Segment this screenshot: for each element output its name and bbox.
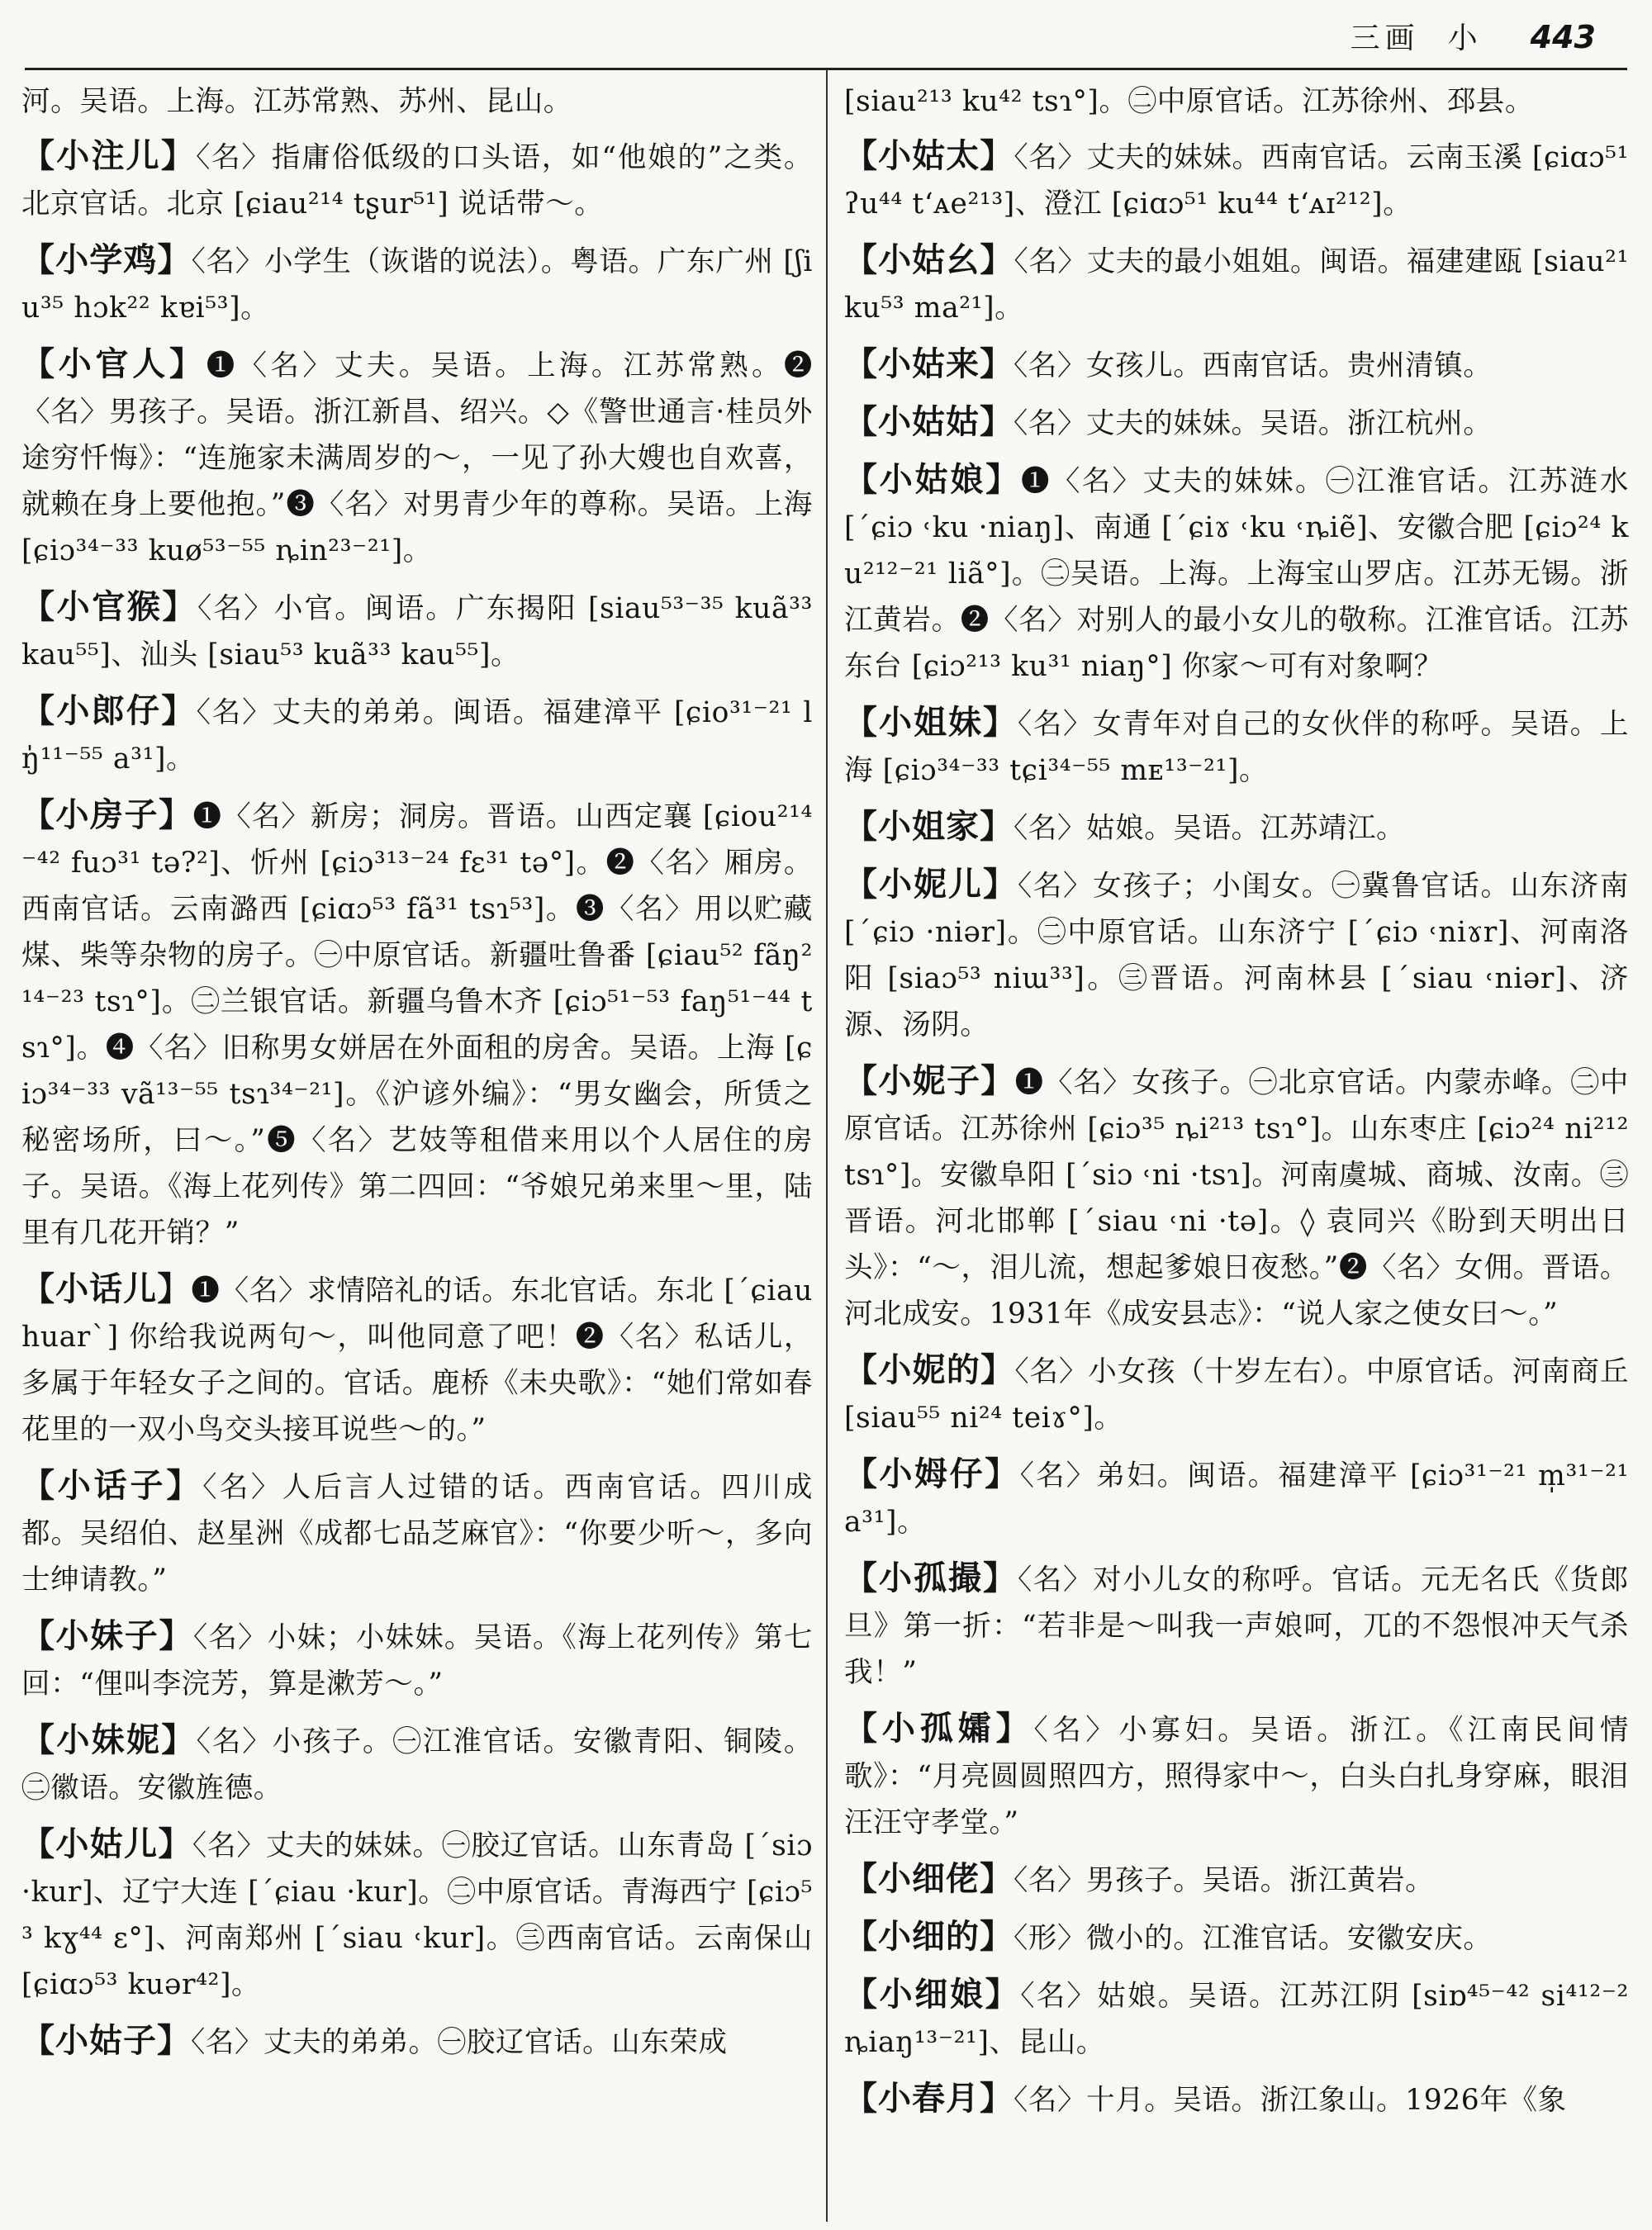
entry-definition: [siau²¹³ ku⁴² tsɿ°]。㊁中原官话。江苏徐州、邳县。	[844, 85, 1534, 118]
entry-headword: 【小姑来】	[844, 344, 1014, 383]
dictionary-entry	[21, 1717, 813, 1811]
entry-definition: 〈名〉丈夫的妹妹。㊀胶辽官话。山东青岛 [ˊsiɔ ·kur]、辽宁大连 [ˊɕiau ·kur]。㊁中原官话。青海西宁 [ɕiɔ⁵³ kɣ⁴⁴ ɛ°]、河南郑州 [ˊsiau ˓kur]。㊂西南官话。云南保山 [ɕiɑɔ⁵³ kuər⁴²]。	[21, 1829, 813, 2001]
dictionary-entry	[844, 237, 1629, 331]
entry-definition: 〈名〉丈夫的妹妹。吴语。浙江杭州。	[1014, 407, 1493, 440]
dictionary-entry	[844, 457, 1629, 690]
dictionary-entry	[844, 399, 1629, 447]
dictionary-entry	[21, 237, 813, 331]
entry-headword: 【小姑幺】	[844, 240, 1014, 279]
dictionary-entry	[844, 1971, 1629, 2066]
entry-definition: 〈名〉小寡妇。吴语。浙江。《江南民间情歌》：“月亮圆圆照四方，照得家中～，白头白扎身穿麻，眼泪汪汪守孝堂。”	[844, 1714, 1629, 1839]
entry-definition: 〈名〉人后言人过错的话。西南官话。四川成都。吴绍伯、赵星洲《成都七品芝麻官》：“你要少听～，多向士绅请教。”	[21, 1471, 813, 1597]
entry-headword: 【小话子】	[21, 1466, 203, 1505]
entry-definition: 〈名〉女孩儿。西南官话。贵州清镇。	[1014, 349, 1493, 382]
entry-headword: 【小妮子】	[844, 1061, 1015, 1100]
entry-headword: 【小姑子】	[21, 2021, 191, 2060]
page-number: 443	[1530, 19, 1596, 55]
entry-headword: 【小妹子】	[21, 1616, 193, 1655]
dictionary-entry	[21, 2018, 813, 2066]
entry-headword: 【小姑娘】	[844, 460, 1021, 499]
dictionary-entry	[21, 584, 813, 678]
header-character: 小	[1447, 21, 1478, 55]
entry-headword: 【小房子】	[21, 795, 193, 834]
entry-definition: 〈名〉小妹；小妹妹。吴语。《海上花列传》第七回：“俚叫李浣芳，算是漱芳～。”	[21, 1621, 813, 1701]
entry-definition: 〈名〉女青年对自己的女伙伴的称呼。吴语。上海 [ɕiɔ³⁴⁻³³ tɕi³⁴⁻⁵⁵ mᴇ¹³⁻²¹]。	[844, 708, 1629, 787]
dictionary-entry	[844, 1347, 1629, 1441]
entry-definition: 〈名〉十月。吴语。浙江象山。1926年《象	[1014, 2084, 1567, 2117]
dictionary-entry	[844, 700, 1629, 794]
dictionary-entry	[844, 78, 1629, 125]
entry-headword: 【小姐妹】	[844, 703, 1018, 742]
entry-definition: 〈名〉姑娘。吴语。江苏靖江。	[1014, 812, 1406, 845]
dictionary-entry	[844, 1856, 1629, 1904]
dictionary-entry	[844, 133, 1629, 227]
entry-headword: 【小孤撮】	[844, 1559, 1018, 1597]
entry-headword: 【小细佬】	[844, 1859, 1014, 1898]
entry-definition: 〈名〉弟妇。闽语。福建漳平 [ɕiɔ³¹⁻²¹ m̩³¹⁻²¹ a³¹]。	[844, 1459, 1629, 1539]
dictionary-entry	[844, 1555, 1629, 1696]
entry-headword: 【小官人】	[21, 344, 206, 383]
entry-headword: 【小细的】	[844, 1917, 1014, 1956]
entry-definition: ❶〈名〉新房；洞房。晋语。山西定襄 [ɕiou²¹⁴⁻⁴² fuɔ³¹ tə?²]、忻州 [ɕiɔ³¹³⁻²⁴ fɛ³¹ tə°]。❷〈名〉厢房。西南官话。云南潞西 [ɕiɑɔ⁵³ fã³¹ tsɿ⁵³]。❸〈名〉用以贮藏煤、柴等杂物的房子。㊀中原官话。新疆吐鲁番 [ɕiau⁵² fãŋ²¹⁴⁻²³ tsɿ°]。㊁兰银官话。新疆乌鲁木齐 [ɕiɔ⁵¹⁻⁵³ faŋ⁵¹⁻⁴⁴ tsɿ°]。❹〈名〉旧称男女姘居在外面租的房舍。吴语。上海 [ɕiɔ³⁴⁻³³ vã¹³⁻⁵⁵ tsɿ³⁴⁻²¹]。《沪谚外编》：“男女幽会，所赁之秘密场所，曰～。”❺〈名〉艺妓等租借来用以个人居住的房子。吴语。《海上花列传》第二四回：“爷娘兄弟来里～里，陆里有几花开销？”	[21, 800, 813, 1250]
entry-definition: 河。吴语。上海。江苏常熟、苏州、昆山。	[21, 85, 572, 118]
entry-definition: ❶〈名〉求情陪礼的话。东北官话。东北 [ˊɕiau huarˋ] 你给我说两句～，叫他同意了吧！❷〈名〉私话儿，多属于年轻女子之间的。官话。鹿桥《未央歌》：“她们常如春花里的一双小鸟交头接耳说些～的。”	[21, 1274, 813, 1446]
entry-definition: ❶〈名〉丈夫。吴语。上海。江苏常熟。❷〈名〉男孩子。吴语。浙江新昌、绍兴。◇《警世通言·桂员外途穷忏悔》：“连施家未满周岁的～，一见了孙大嫂也自欢喜，就赖在身上要他抱。”❸〈名〉对男青少年的尊称。吴语。上海 [ɕiɔ³⁴⁻³³ kuø⁵³⁻⁵⁵ ȵin²³⁻²¹]。	[21, 349, 813, 567]
entry-definition: 〈名〉女孩子；小闺女。㊀冀鲁官话。山东济南 [ˊɕiɔ ·niər]。㊁中原官话。山东济宁 [ˊɕiɔ ˓niɤr]、河南洛阳 [siaɔ⁵³ niɯ³³]。㊂晋语。河南林县 [ˊsiau ˓niər]、济源、汤阴。	[844, 870, 1629, 1041]
entry-headword: 【小姑太】	[844, 136, 1014, 175]
entry-definition: ❶〈名〉丈夫的妹妹。㊀江淮官话。江苏涟水 [ˊɕiɔ ˓ku ·niaŋ]、南通 [ˊɕiɤ ˓ku ˓ȵiẽ]、安徽合肥 [ɕiɔ²⁴ ku²¹²⁻²¹ liã°]。㊁吴语。上海。上海宝山罗店。江苏无锡。浙江黄岩。❷〈名〉对别人的最小女儿的敬称。江淮官话。江苏东台 [ɕiɔ²¹³ ku³¹ niaŋ°] 你家～可有对象啊？	[844, 465, 1629, 683]
dictionary-entry	[21, 133, 813, 227]
entry-headword: 【小官猴】	[21, 587, 197, 626]
entry-headword: 【小春月】	[844, 2079, 1014, 2118]
dictionary-entry	[844, 2076, 1629, 2123]
dictionary-entry	[844, 1058, 1629, 1337]
dictionary-entry	[844, 1451, 1629, 1545]
entry-definition: 〈名〉小官。闽语。广东揭阳 [siau⁵³⁻³⁵ kuã³³ kau⁵⁵]、汕头 [siau⁵³ kuã³³ kau⁵⁵]。	[21, 592, 813, 671]
dictionary-entry	[21, 792, 813, 1256]
entry-definition: 〈名〉小女孩（十岁左右）。中原官话。河南商丘 [siau⁵⁵ ni²⁴ teiɤ°]。	[844, 1355, 1629, 1435]
entry-definition: 〈名〉指庸俗低级的口头语，如“他娘的”之类。北京官话。北京 [ɕiau²¹⁴ tʂur⁵¹] 说话带～。	[21, 141, 813, 221]
entry-headword: 【小注儿】	[21, 136, 197, 175]
entry-headword: 【小郎仔】	[21, 691, 197, 730]
dictionary-entry	[21, 688, 813, 782]
entry-headword: 【小姑姑】	[844, 402, 1014, 441]
dictionary-entry	[844, 804, 1629, 852]
entry-definition: 〈形〉微小的。江淮官话。安徽安庆。	[1014, 1922, 1493, 1955]
entry-headword: 【小妮的】	[844, 1350, 1015, 1389]
dictionary-entry	[844, 1914, 1629, 1962]
dictionary-entry	[21, 78, 813, 125]
page-header	[826, 15, 1596, 64]
entry-definition: 〈名〉丈夫的弟弟。㊀胶辽官话。山东荣成	[191, 2026, 728, 2059]
entry-headword: 【小姐家】	[844, 807, 1014, 846]
entry-headword: 【小姑儿】	[21, 1824, 192, 1863]
entry-definition: 〈名〉小孩子。㊀江淮官话。安徽青阳、铜陵。㊁徽语。安徽旌德。	[21, 1725, 813, 1805]
entry-headword: 【小细娘】	[844, 1975, 1021, 2014]
section-label: 三画	[1350, 21, 1420, 55]
entry-definition: 〈名〉丈夫的妹妹。西南官话。云南玉溪 [ɕiɑɔ⁵¹ ʔu⁴⁴ tʻᴀe²¹³]、澄江 [ɕiɑɔ⁵¹ ku⁴⁴ tʻᴀɪ²¹²]。	[844, 141, 1629, 221]
entry-definition: 〈名〉对小儿女的称呼。官话。元无名氏《货郎旦》第一折：“若非是～叫我一声娘呵，兀的不怨恨冲天气杀我！”	[844, 1563, 1629, 1689]
dictionary-entry	[21, 1613, 813, 1707]
dictionary-entry	[21, 1463, 813, 1603]
entry-headword: 【小妮儿】	[844, 865, 1018, 904]
dictionary-entry	[21, 1821, 813, 2008]
entry-definition: 〈名〉男孩子。吴语。浙江黄岩。	[1014, 1864, 1435, 1897]
entry-definition: 〈名〉丈夫的弟弟。闽语。福建漳平 [ɕio³¹⁻²¹ lŋ̍¹¹⁻⁵⁵ a³¹]。	[21, 696, 813, 776]
dictionary-entry	[21, 1266, 813, 1453]
column-divider	[826, 69, 828, 2222]
entry-headword: 【小学鸡】	[21, 240, 192, 279]
entry-definition: 〈名〉丈夫的最小姐姐。闽语。福建建瓯 [siau²¹ ku⁵³ ma²¹]。	[844, 245, 1629, 325]
entry-headword: 【小话儿】	[21, 1269, 192, 1308]
entry-headword: 【小孤孀】	[844, 1709, 1034, 1748]
dictionary-entry	[21, 341, 813, 574]
right-column	[844, 78, 1629, 2223]
dictionary-entry	[844, 341, 1629, 389]
entry-definition: ❶〈名〉女孩子。㊀北京官话。内蒙赤峰。㊁中原官话。江苏徐州 [ɕiɔ³⁵ ȵi²¹³ tsɿ°]。山东枣庄 [ɕiɔ²⁴ ni²¹² tsɿ°]。安徽阜阳 [ˊsiɔ ˓ni ·tsɿ]。河南虞城、商城、汝南。㊂晋语。河北邯郸 [ˊsiau ˓ni ·tə]。◊ 袁同兴《盼到天明出日头》：“～，泪儿流，想起爹娘日夜愁。”❷〈名〉女佣。晋语。河北成安。1931年《成安县志》：“说人家之使女曰～。”	[844, 1066, 1629, 1331]
entry-headword: 【小妹妮】	[21, 1720, 197, 1759]
entry-headword: 【小姆仔】	[844, 1454, 1020, 1493]
dictionary-entry	[844, 861, 1629, 1048]
left-column	[21, 78, 813, 2223]
entry-definition: 〈名〉小学生（诙谐的说法）。粤语。广东广州 [ʃiu³⁵ hɔk²² kɐi⁵³]。	[21, 245, 813, 325]
entry-definition: 〈名〉姑娘。吴语。江苏江阴 [siɒ⁴⁵⁻⁴² si⁴¹²⁻² ȵiaŋ¹³⁻²¹]、昆山。	[844, 1980, 1629, 2059]
dictionary-entry	[844, 1706, 1629, 1846]
